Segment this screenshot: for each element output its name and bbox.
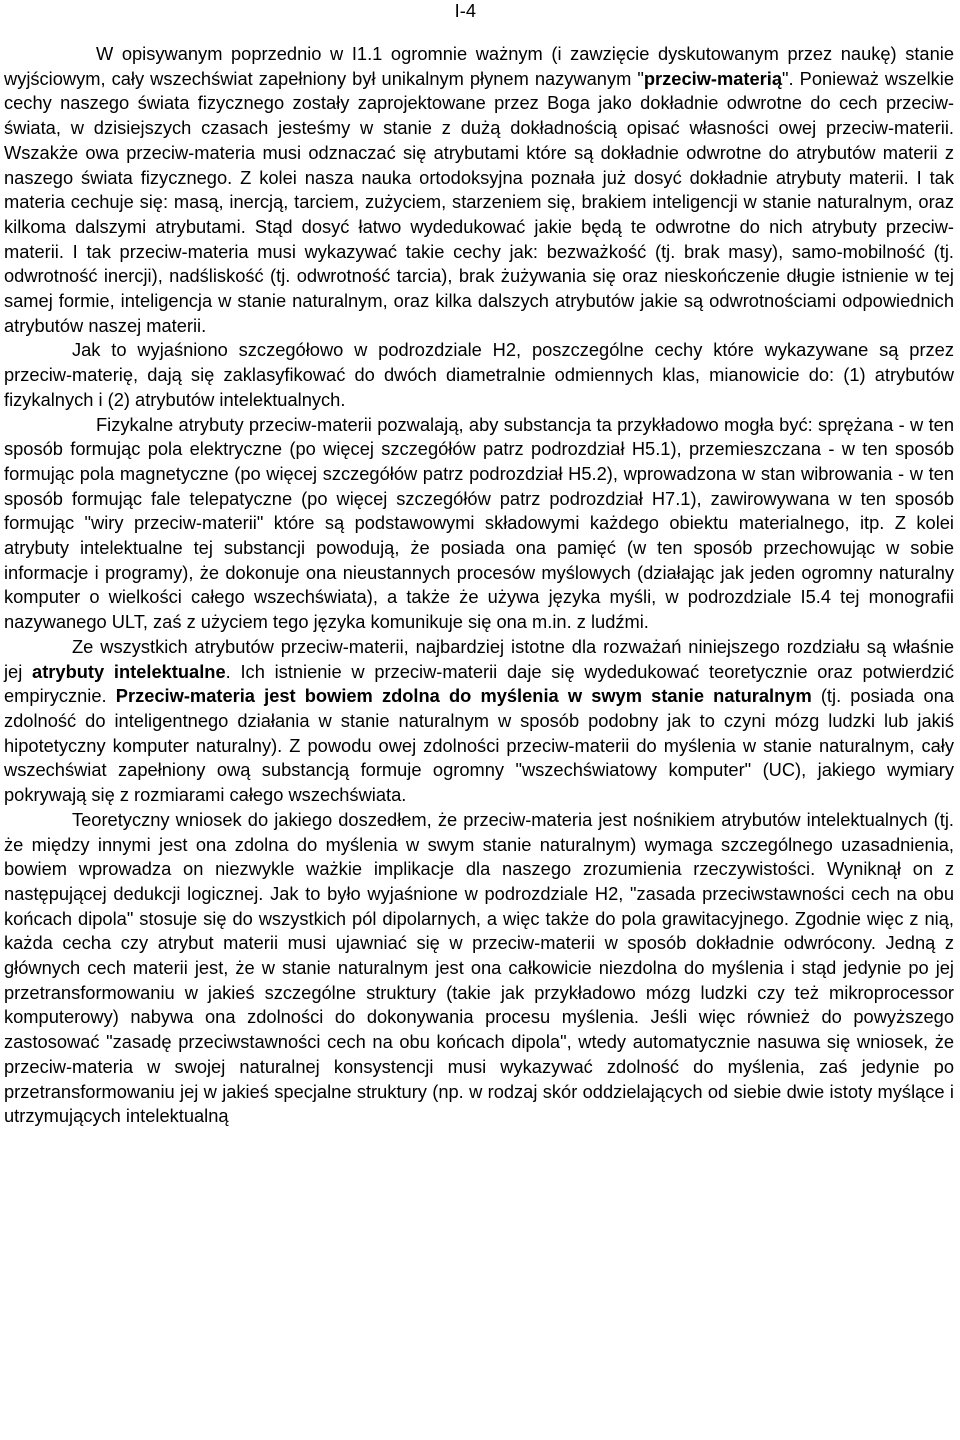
text-run: Teoretyczny wniosek do jakiego doszedłem, że przeciw-materia jest nośnikiem atrybutów intelektualnych (tj. że między innymi jest ona zdolna do myślenia w swym stanie naturalnym) wymaga szczególnego uzasadnienia, bowiem wprowadza on niezwykle ważkie implikacje dla naszego zrozumienia rzeczywistości. Wyniknął on z następującej dedukcji logicznej. Jak to było wyjaśnione w podrozdziale H2, "zasada przeciwstawności cech na obu końcach dipola" stosuje się do wszystkich pól dipolarnych, a więc także do pola grawitacyjnego. Zgodnie więc z nią, każda cecha czy atrybut materii musi ujawniać się w przeciw-materii w sposób dokładnie odwrócony. Jedną z głównych cech materii jest, że w stanie naturalnym jest ona całkowicie niezdolna do myślenia i stąd jedynie po jej przetransformowaniu w jakieś szczególne struktury (takie jak przykładowo mózg ludzki czy też mikroprocessor komputerowy) nabywa ona zdolności do dokonywania procesu myślenia. Jeśli więc również do powyższego zastosować "zasadę przeciwstawności cech na obu końcach dipola", wtedy automatycznie nasuwa się wniosek, że przeciw-materia w swojej naturalnej konsystencji musi wykazywać zdolność do myślenia, zaś jedynie po przetransformowaniu jej w jakieś specjalne struktury (np. w rodzaj skór oddzielających od siebie dwie istoty myślące i utrzymujących intelektualną: [4, 808, 954, 1127]
emphasis-text: atrybuty intelektualne: [32, 660, 226, 682]
text-run: Jak to wyjaśniono szczegółowo w podrozdziale H2, poszczególne cechy które wykazywane są przez przeciw-materię, dają się zaklasyfikować do dwóch diametralnie odmiennych klas, mianowicie do: (1) atrybutów fizykalnych i (2) atrybutów intelektualnych.: [4, 339, 954, 410]
paragraph: [4, 808, 954, 1129]
text-run: ". Ponieważ wszelkie cechy naszego świata fizycznego zostały zaprojektowane przez Boga jako dokładnie odwrotne do cech przeciw-świata, w dzisiejszych czasach jesteśmy w stanie z dużą dokładnością opisać własności owej przeciw-materii. Wszakże owa przeciw-materia musi odznaczać się atrybutami które są dokładnie odwrotne do atrybutów materii z naszego świata fizycznego. Z kolei nasza nauka ortodoksyjna poznała już dosyć dokładnie atrybuty materii. I tak materia cechuje się: masą, inercją, tarciem, zużyciem, starzeniem się, brakiem inteligencji w stanie naturalnym, oraz kilkoma dalszymi atrybutami. Stąd dosyć łatwo wydedukować jakie będą te odwrotne do nich atrybuty przeciw-materii. I tak przeciw-materia musi wykazywać takie cechy jak: bezważkość (tj. brak masy), samo-mobilność (tj. odwrotność inercji), nadśliskość (tj. odwrotność tarcia), brak żużywania się oraz nieskończenie długie istnienie w tej samej formie, inteligencja w stanie naturalnym, oraz kilka dalszych atrybutów jakie są odwrotnościami odpowiednich atrybutów naszej materii.: [4, 67, 954, 336]
paragraph: [4, 635, 954, 808]
paragraph: [4, 413, 954, 635]
paragraph: [4, 42, 954, 338]
text-run: Fizykalne atrybuty przeciw-materii pozwalają, aby substancja ta przykładowo mogła być: sprężana - w ten sposób formując pola elektryczne (po więcej szczegółów patrz podrozdział H5.1), przemieszczana - w ten sposób formując pola magnetyczne (po więcej szczegółów patrz podrozdział H5.2), wprowadzona w stan wibrowania - w ten sposób formując fale telepatyczne (po więcej szczegółów patrz podrozdział H7.1), zawirowywana w ten sposób formując "wiry przeciw-materii" które są podstawowymi składowymi każdego obiektu materialnego, itp. Z kolei atrybuty intelektualne tej substancji powodują, że posiada ona pamięć (w ten sposób przechowując w sobie informacje i programy), że dokonuje ona nieustannych procesów myślowych (działając jak jeden ogromny naturalny komputer o wielkości całego wszechświata), a także że używa języka myśli, w podrozdziale I5.4 tej monografii nazywanego ULT, zaś z użyciem tego języka komunikuje się ona m.in. z ludźmi.: [4, 413, 954, 633]
document-body: [4, 42, 954, 1129]
text-run: . Ich istnienie w przeciw-materii daje się wydedukować teoretycznie oraz potwierdzić empirycznie.: [4, 660, 954, 707]
text-run: (tj. posiada ona zdolność do inteligentnego działania w stanie naturalnym w sposób podobny jak to czyni mózg ludzki lub jakiś hipotetyczny komputer naturalny). Z powodu owej zdolności przeciw-materii do myślenia w stanie naturalnym, cały wszechświat zapełniony ową substancją formuje ogromny "wszechświatowy komputer" (UC), jakiego wymiary pokrywają się z rozmiarami całego wszechświata.: [4, 685, 954, 806]
text-run: W opisywanym poprzednio w I1.1 ogromnie ważnym (i zawzięcie dyskutowanym przez naukę) stanie wyjściowym, cały wszechświat zapełniony był unikalnym płynem nazywanym ": [4, 43, 954, 89]
paragraph: [4, 338, 954, 412]
emphasis-text: przeciw-materią: [643, 67, 783, 89]
page-number: I-4: [454, 0, 476, 21]
emphasis-text: Przeciw-materia jest bowiem zdolna do myślenia w swym stanie naturalnym: [115, 685, 812, 707]
text-run: Ze wszystkich atrybutów przeciw-materii, najbardziej istotne dla rozważań niniejszego rozdziału są właśnie jej: [4, 635, 954, 682]
